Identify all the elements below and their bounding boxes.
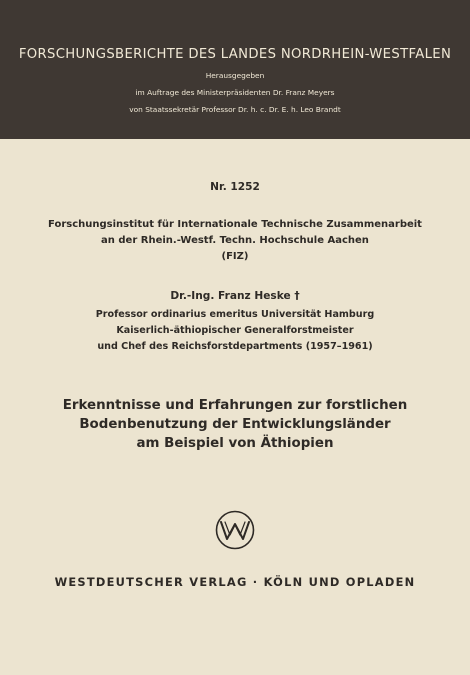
institute-line-1: Forschungsinstitut für Internationale Technische Zusammenarbeit bbox=[48, 219, 422, 230]
book-title-line-1: Erkenntnisse und Erfahrungen zur forstlichen bbox=[62, 398, 408, 413]
editor-label: Herausgegeben bbox=[205, 71, 265, 80]
series-title: FORSCHUNGSBERICHTE DES LANDES NORDRHEIN-WESTFALEN bbox=[18, 47, 452, 62]
book-title-line-3: am Beispiel von Äthiopien bbox=[136, 436, 334, 451]
book-title-line-2: Bodenbenutzung der Entwicklungsländer bbox=[79, 417, 391, 432]
editor-line-1: im Auftrage des Ministerpräsidenten Dr. Franz Meyers bbox=[135, 88, 335, 97]
author-affiliation-2: Kaiserlich-äthiopischer Generalforstmeister bbox=[116, 325, 354, 336]
publisher-ww-logo-icon bbox=[215, 510, 255, 550]
institute-line-2: an der Rhein.-Westf. Techn. Hochschule Aachen bbox=[101, 235, 369, 246]
author-affiliation-1: Professor ordinarius emeritus Universität Hamburg bbox=[95, 309, 375, 320]
author-name: Dr.-Ing. Franz Heske † bbox=[170, 290, 300, 302]
institute-line-3: (FIZ) bbox=[221, 251, 249, 262]
publisher-line: WESTDEUTSCHER VERLAG · KÖLN UND OPLADEN bbox=[54, 575, 416, 589]
header-band bbox=[0, 0, 470, 139]
author-affiliation-3: und Chef des Reichsforstdepartments (1957–1961) bbox=[97, 341, 373, 352]
editor-line-2: von Staatssekretär Professor Dr. h. c. Dr. E. h. Leo Brandt bbox=[129, 105, 341, 114]
report-number: Nr. 1252 bbox=[210, 181, 260, 193]
